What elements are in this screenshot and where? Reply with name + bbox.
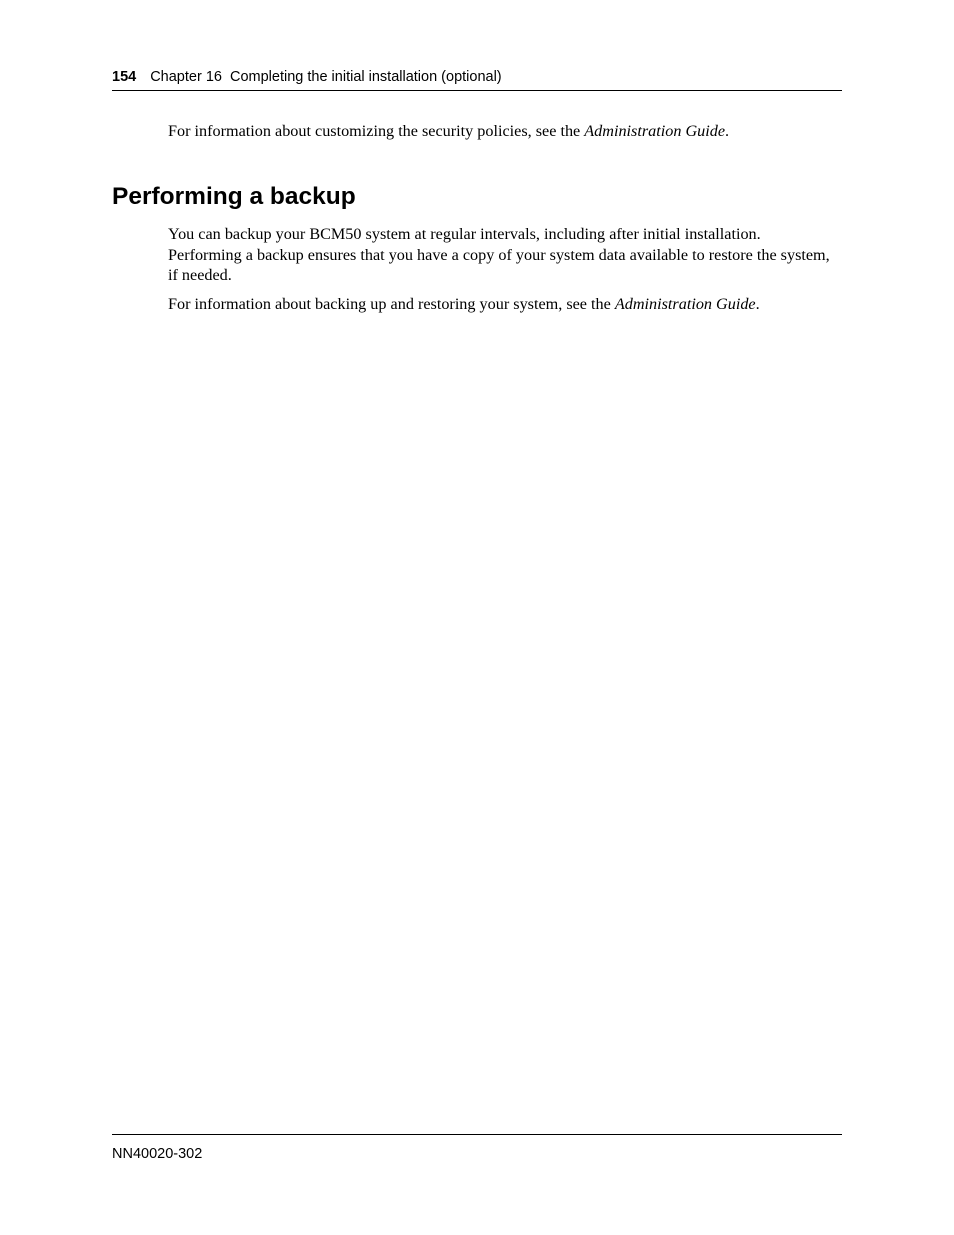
restore-paragraph bbox=[168, 294, 838, 315]
intro-period: . bbox=[725, 122, 730, 140]
section-heading: Performing a backup bbox=[112, 183, 356, 210]
chapter-title: Chapter 16 Completing the initial installation (optional) bbox=[150, 69, 502, 85]
restore-text: For information about backing up and restoring your system, see the bbox=[168, 295, 615, 313]
backup-paragraph: You can backup your BCM50 system at regular intervals, including after initial installation. Performing a backup ensures that you have a copy of your system data available to restore the system, if needed. bbox=[168, 225, 830, 284]
document-number: NN40020-302 bbox=[112, 1146, 203, 1162]
page-footer bbox=[112, 1134, 842, 1163]
intro-guide-reference: Administration Guide bbox=[584, 122, 726, 140]
intro-text: For information about customizing the security policies, see the bbox=[168, 122, 585, 140]
restore-guide-reference: Administration Guide bbox=[614, 295, 756, 313]
intro-paragraph bbox=[168, 121, 838, 142]
restore-period: . bbox=[755, 295, 760, 313]
page-number: 154 bbox=[112, 69, 137, 85]
page-header bbox=[112, 68, 842, 91]
